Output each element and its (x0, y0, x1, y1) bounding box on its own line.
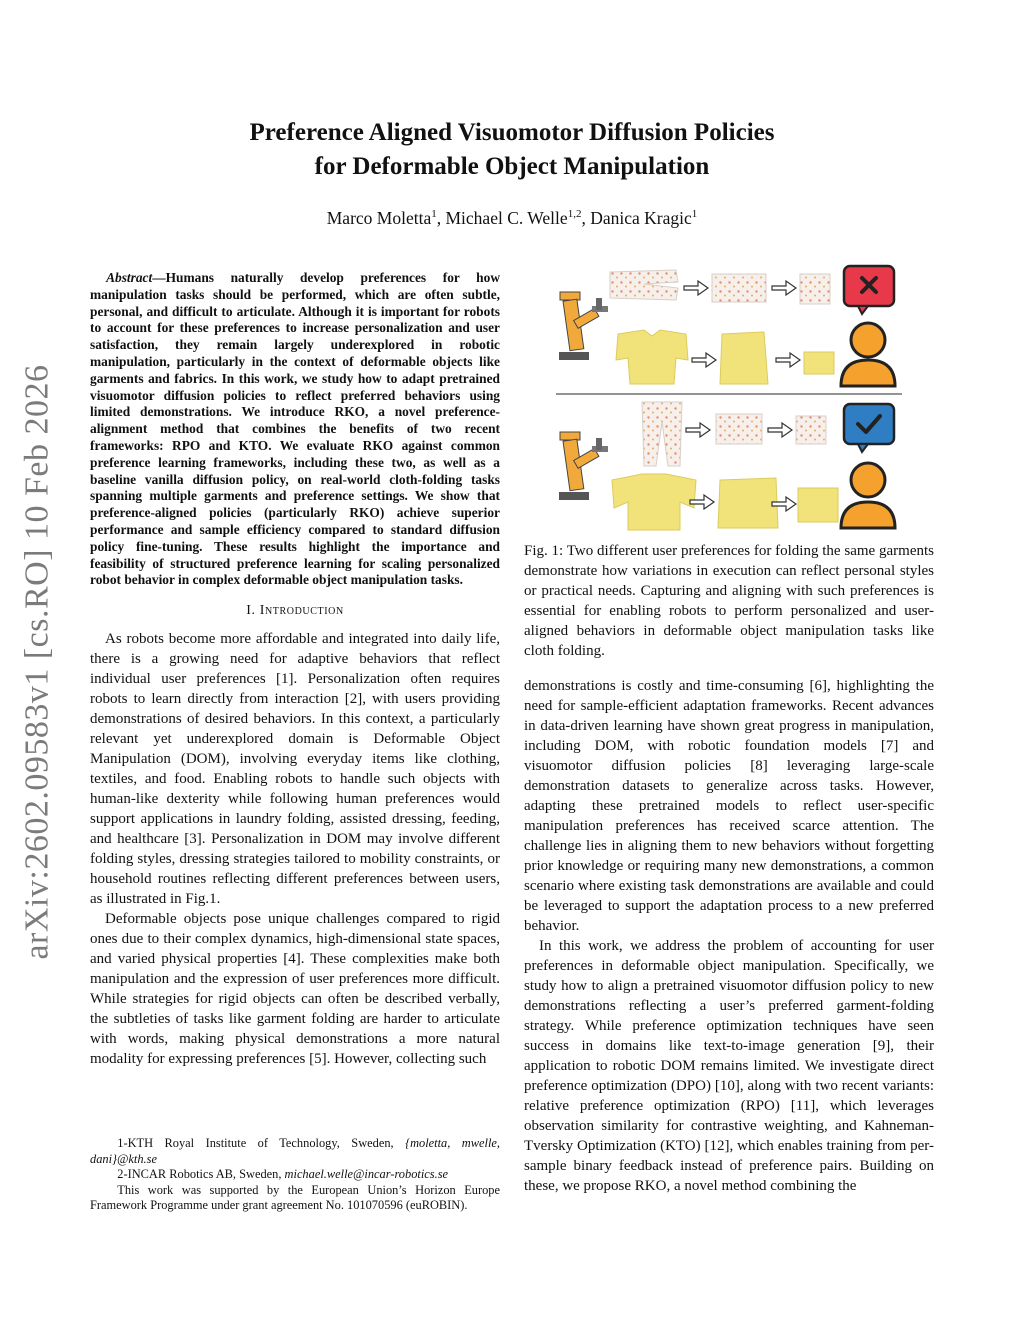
author-2-affil: 1,2 (567, 208, 582, 221)
footnote-2-text: 2-INCAR Robotics AB, Sweden, (117, 1167, 285, 1181)
person-icon-top (841, 323, 895, 386)
abstract-dash: — (152, 270, 166, 285)
author-1: Marco Moletta (326, 208, 432, 228)
footnotes (90, 1136, 500, 1214)
arxiv-id: arXiv:2602.09583v1 [cs.RO] 10 Feb 2026 (19, 364, 56, 960)
pants-folded-bottom (796, 416, 826, 444)
arrow-icon (772, 281, 796, 295)
reject-icon (844, 266, 894, 314)
pants-half-folded-bottom (716, 414, 762, 444)
right-paragraph-2: In this work, we address the problem of accounting for user preferences in deformable object manipulation. Specifically, we study how to align a pretrained visuomotor diffusion policy to new demonstrations reflecting a user’s preferred garment-folding strategy. While preference optimization techniques have seen success in domains like text-to-image generation [9], their application to robotic DOM remains limited. We investigate direct preference optimization (DPO) [10], along with two recent variants: relative preference optimization (RPO) [11], which leverages observation similarity for contrastive weighting, and Kahneman-Tversky Optimization (KTO) [12], which enables training from per-sample binary feedback instead of preference pairs. Building on these, we propose RKO, a novel method combining the (524, 938, 934, 1194)
author-3-affil: 1 (691, 208, 698, 221)
robot-arm-top (559, 292, 608, 360)
right-column (524, 676, 934, 1196)
section-heading-introduction (90, 603, 500, 619)
footnote-1-email: {moletta, mwelle, dani}@kth.se (90, 1136, 500, 1166)
shirt-unfolded-bottom (612, 474, 696, 530)
footnote-1-text: 1-KTH Royal Institute of Technology, Sweden, (117, 1136, 406, 1150)
abstract-text: Humans naturally develop preferences for how manipulation tasks should be performed, which are often subtle, personal, and difficult to articulate. Although it is important for robots to account for these preferences to increase personalization and user satisfaction, they remain largely underexplored in robotic manipulation, particularly in the context of deformable objects like garments and fabrics. In this work, we study how to adapt pretrained visuomotor diffusion policies to reflect preferred behaviors using limited demonstrations. We introduce RKO, a novel preference-alignment method that combines the benefits of two recent frameworks: RPO and KTO. We evaluate RKO against common preference learning frameworks, including these two, as well as a baseline vanilla diffusion policy, on real-world cloth-folding tasks spanning multiple garments and preference settings. We show that preference-aligned policies (particularly RKO) achieve superior performance and sample efficiency compared to standard diffusion policy fine-tuning. These results highlight the importance and feasibility of structured preference learning for scaling personalized robot behavior in complex deformable object manipulation tasks. (90, 270, 500, 588)
shirt-unfolded-top (616, 330, 688, 384)
author-1-affil: 1 (431, 208, 437, 221)
intro-paragraph-1: As robots become more affordable and integrated into daily life, there is a growing need for adaptive behaviors that reflect individual user preferences [1]. Personalization often requires robots to learn directly from interaction [2], with users providing demonstrations of desired behaviors. In this context, a particularly relevant yet underexplored domain is Deformable Object Manipulation (DOM), involving everyday items like clothing, textiles, and food. Enabling robots to handle such objects with human-like dexterity while following human preferences would support applications in laundry folding, assisted dressing, feeding, and healthcare [3]. Personalization in DOM may involve different folding styles, dressing strategies tailored to mobility constraints, or household routines reflecting different preferences between users, as illustrated in Fig.1. (90, 631, 500, 908)
paper-title (120, 116, 904, 184)
person-icon-bottom (841, 463, 895, 528)
section-title: Introduction (259, 603, 344, 619)
abstract-label: Abstract (106, 270, 153, 285)
shirt-half-folded-bottom (718, 478, 778, 528)
shirt-half-folded-top (720, 332, 768, 384)
footnote-2 (90, 1167, 500, 1183)
title-line-2: for Deformable Object Manipulation (314, 153, 710, 180)
pants-folded-top (800, 274, 830, 304)
footnote-3: This work was supported by the European Union’s Horizon Europe Framework Programme under grant agreement No. 101070596 (euROBIN). (90, 1182, 500, 1212)
pants-half-folded-top (712, 274, 766, 302)
robot-arm-bottom (559, 432, 608, 500)
shirt-folded-bottom (798, 488, 838, 522)
arrow-icon (692, 353, 716, 367)
left-column (90, 270, 500, 1069)
pants-unfolded-bottom (642, 402, 682, 466)
right-paragraph-1: demonstrations is costly and time-consuming [6], highlighting the need for sample-efficient adaptation frameworks. Recent advances in data-driven learning have shown great progress in manipulation, including DOM, with robotic foundation models [7] and visuomotor diffusion policies [8] leveraging large-scale demonstration datasets to generalize across tasks. However, adapting these pretrained models to reflect user-specific manipulation preferences has received scarce attention. The challenge lies in aligning them to new behaviors without forgetting prior knowledge or requiring many new demonstrations, a common scenario where existing task demonstrations are available and could be leveraged to support the adaptation process to a new preferred behavior. (524, 678, 934, 934)
pants-unfolded-top (610, 270, 678, 300)
figure-caption: Fig. 1: Two different user preferences for folding the same garments demonstrate how variations in execution can reflect personal styles or practical needs. Capturing and aligning with such preferences is essential for enabling robots to perform personalized and user-aligned behaviors in deformable object manipulation tasks like cloth folding. (524, 543, 934, 659)
abstract (90, 270, 500, 589)
shirt-folded-top (804, 352, 834, 374)
author-list: Marco Moletta$^1$, Michael C. Welle$^{1,2}$, Danica Kragic$^1$ (326, 208, 698, 228)
arrow-icon (684, 281, 708, 295)
title-line-1: Preference Aligned Visuomotor Diffusion Policies (249, 119, 775, 146)
author-2: Michael C. Welle (445, 208, 568, 228)
arxiv-watermark (12, 362, 64, 962)
figure-1-illustration (556, 262, 902, 538)
intro-paragraph-2: Deformable objects pose unique challenges compared to rigid ones due to their complex dynamics, high-dimensional state spaces, and varied physical properties [4]. These complexities make both manipulation and the expression of user preferences more difficult. While strategies for rigid objects can often be described verbally, the subtleties of tasks like garment folding are harder to articulate with words, making physical demonstrations a more natural modality for expressing preferences [5]. However, collecting such (90, 911, 500, 1068)
accept-icon (844, 404, 894, 452)
section-number: I. (246, 603, 260, 619)
arrow-icon (686, 423, 710, 437)
arrow-icon (776, 353, 800, 367)
figure-1 (556, 262, 902, 538)
author-3: Danica Kragic (590, 208, 692, 228)
footnote-1 (90, 1136, 500, 1167)
footnote-2-email: michael.welle@incar-robotics.se (284, 1167, 449, 1181)
arrow-icon (768, 423, 792, 437)
